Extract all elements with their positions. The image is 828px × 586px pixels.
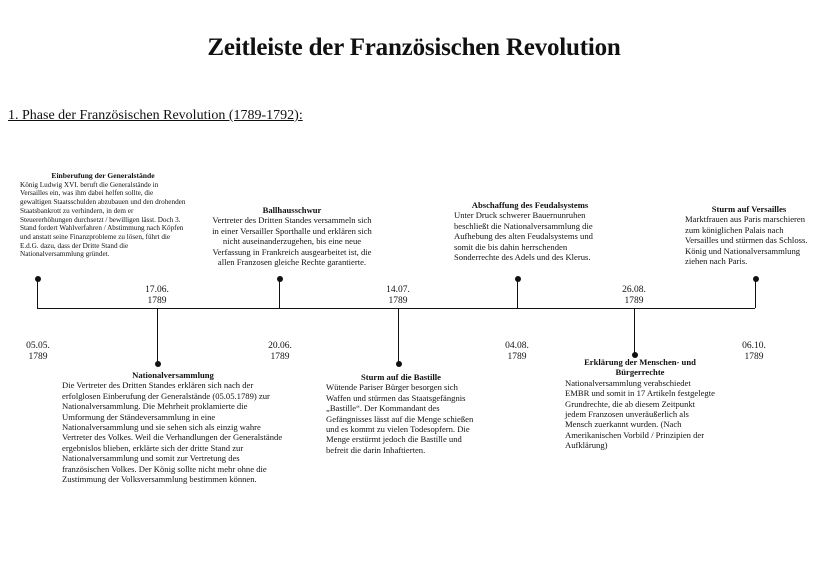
event-generalstaende (20, 172, 186, 259)
tick-26-08 (634, 308, 635, 354)
event-title: Ballhausschwur (262, 205, 322, 215)
event-text: Unter Druck schwerer Bauernunruhen beschließt die Nationalversammlung die Aufhebung des alten Feudalsystems und somit die bis dahin herrschenden Sonderrechte des Adels und des Klerus. (454, 210, 593, 263)
tick-04-08 (517, 279, 518, 308)
timeline-axis (37, 308, 755, 309)
date-06-10: 06.10. 1789 (742, 341, 766, 362)
event-text: Nationalversammlung verabschiedet EMBR und somit in 17 Artikeln festgelegte Grundrechte, die ab diesem Zeitpunkt jedem Franzosen unveräußerlich als Mensch zuerkannt wurden. (Nach Amerikanischen Vorbild / Prinzipien der Aufklärung) (565, 377, 715, 451)
event-title: Nationalversammlung (132, 370, 214, 380)
tick-06-10 (755, 279, 756, 308)
marker-20-06 (277, 276, 283, 282)
marker-14-07 (396, 361, 402, 367)
event-text: Die Vertreter des Dritten Standes erklären sich nach der erfolglosen Einberufung der Generalstände (05.05.1789) zur Nationalversammlung. Die Mehrheit proklamierte die Umformung der Ständeversammlung in eine Nationalversammlung und sie sehen sich als einzig wahre Vertreter des Volkes. Weil die Verhandlungen der Generalstände ergebnislos blieben, erklärte sich der dritte Stand zur Nationalversammlung und somit zur Vertretung des französischen Volkes. Der König sollte nicht mehr ohne die Zustimmung der Volksversammlung bestimmen können. (62, 380, 283, 485)
marker-05-05 (35, 276, 41, 282)
event-title: Einberufung der Generalstände (51, 171, 155, 180)
event-text: Vertreter des Dritten Standes versammeln sich in einer Versailler Sporthalle und erklären sich nicht auseinanderzugehen, bis eine neue Verfassung in Frankreich ausgearbeitet ist, die allen Franzosen gleiche Rechte garantierte. (212, 215, 372, 268)
date-26-08: 26.08. 1789 (622, 285, 646, 306)
event-title: Sturm auf die Bastille (361, 372, 441, 382)
marker-04-08 (515, 276, 521, 282)
event-feudalsystem (454, 200, 606, 262)
event-title: Abschaffung des Feudalsystems (471, 200, 589, 210)
event-title: Erklärung der Menschen- und Bürgerrechte (584, 357, 696, 378)
event-ballhausschwur (212, 205, 372, 267)
date-04-08: 04.08. 1789 (505, 341, 529, 362)
marker-06-10 (753, 276, 759, 282)
event-bastille (326, 372, 476, 455)
event-text: Wütende Pariser Bürger besorgen sich Waffen und stürmen das Staatsgefängnis „Bastille“. Der Kommandant des Gefängnisses lässt auf die Menge schießen und es kommt zu vielen Todesopfern. Die Menge erstürmt jedoch die Bastille und befreit die darin Inhaftierten. (326, 382, 474, 455)
event-versailles (685, 204, 813, 266)
event-title: Sturm auf Versailles (711, 204, 787, 214)
date-14-07: 14.07. 1789 (386, 285, 410, 306)
event-menschenrechte (565, 357, 715, 451)
page-title: Zeitleiste der Französischen Revolution (207, 34, 621, 61)
tick-14-07 (398, 308, 399, 363)
section-heading: 1. Phase der Französischen Revolution (1789-1792): (8, 108, 303, 123)
event-nationalversammlung (62, 370, 284, 484)
tick-17-06 (157, 308, 158, 363)
date-05-05: 05.05. 1789 (26, 341, 50, 362)
marker-17-06 (155, 361, 161, 367)
tick-20-06 (279, 279, 280, 308)
date-20-06: 20.06. 1789 (268, 341, 292, 362)
date-17-06: 17.06. 1789 (145, 285, 169, 306)
event-text: König Ludwig XVI. beruft die Generalstände in Versailles ein, was ihm dabei helfen sollte, die gewaltigen Staatsschulden abzubauen und den drohenden Staatsbankrott zu verhindern, in dem er Steuererhöhungen durchsetzt / bewilligen lässt. Doch 3. Stand fordert Wahlverfahren / Abstimmung nach Köpfen und anstatt seine Finanzprobleme zu lösen, führt die E.d.G. dazu, dass der Dritte Stand die Nationalversammlung gründet. (20, 180, 186, 259)
event-text: Marktfrauen aus Paris marschieren zum königlichen Palais nach Versailles und stürmen das Schloss. König und Nationalversammlung ziehen nach Paris. (685, 214, 808, 267)
tick-05-05 (37, 279, 38, 308)
